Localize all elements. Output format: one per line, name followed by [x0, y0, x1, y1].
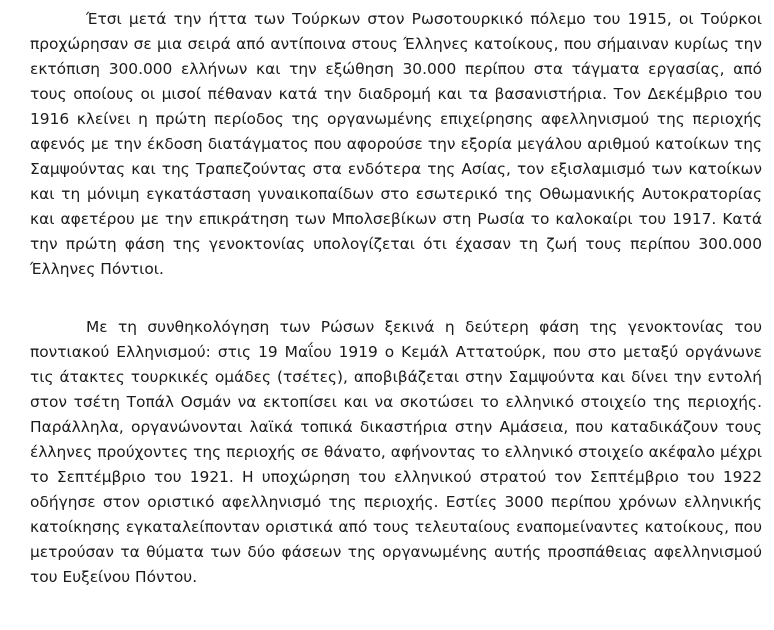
text-line: οδήγησε στον οριστικό αφελληνισμό της περιοχής. Εστίες 3000 περίπου χρόνων ελληνικής: [30, 493, 762, 511]
text-line: τους οποίους οι μισοί πέθαναν κατά την διαδρομή και τα βασανιστήρια. Τον Δεκέμβριο του: [30, 85, 762, 103]
text-line: εκτόπιση 300.000 ελλήνων και την εξώθηση 30.000 περίπου στα τάγματα εργασίας, από: [30, 60, 762, 78]
text-line: Με τη συνθηκολόγηση των Ρώσων ξεκινά η δεύτερη φάση της γενοκτονίας του: [86, 318, 762, 336]
text-line: την πρώτη φάση της γενοκτονίας υπολογίζεται ότι έχασαν τη ζωή τους περίπου 300.000: [30, 235, 762, 253]
text-line: και αφετέρου με την επικράτηση των Μπολσεβίκων στη Ρωσία το καλοκαίρι του 1917. Κατά: [30, 210, 762, 228]
text-line: μετρούσαν τα θύματα των δύο φάσεων της οργανωμένης αυτής προσπάθειας αφελληνισμού: [30, 543, 762, 561]
text-line: 1916 κλείνει η πρώτη περίοδος της οργανωμένης επιχείρησης αφελληνισμού της περιοχής: [30, 110, 762, 128]
text-line: έλληνες προύχοντες της περιοχής σε θάνατο, αφήνοντας το ελληνικό στοιχείο ακέφαλο μέχρι: [30, 443, 762, 461]
text-line: το Σεπτέμβριο του 1921. Η υποχώρηση του ελληνικού στρατού τον Σεπτέμβριο του 1922: [30, 468, 762, 486]
text-line: και τη μόνιμη εγκατάσταση γυναικοπαίδων στο εσωτερικό της Οθωμανικής Αυτοκρατορίας: [30, 185, 762, 203]
text-line: στον τσέτη Τοπάλ Οσμάν να εκτοπίσει και να σκοτώσει το ελληνικό στοιχείο της περιοχής.: [30, 393, 762, 411]
text-line: τις άτακτες τουρκικές ομάδες (τσέτες), αποβιβάζεται στην Σαμψούντα και δίνει την εντολή: [30, 368, 762, 386]
text-line: ποντιακού Ελληνισμού: στις 19 Μαΐου 1919 ο Κεμάλ Αττατούρκ, που στο μεταξύ οργάνωνε: [30, 343, 762, 361]
text-line: αφενός με την έκδοση διατάγματος που αφορούσε την εξορία μεγάλου αριθμού κατοίκων της: [30, 135, 762, 153]
text-line: Παράλληλα, οργανώνονται λαϊκά τοπικά δικαστήρια στην Αμάσεια, που καταδικάζουν τους: [30, 418, 762, 436]
text-line: Έτσι μετά την ήττα των Τούρκων στον Ρωσοτουρκικό πόλεμο του 1915, οι Τούρκοι: [86, 10, 762, 28]
text-line: κατοίκησης εγκαταλείπονταν οριστικά από τους τελευταίους εναπομείναντες κατοίκους, που: [30, 518, 762, 536]
text-line: προχώρησαν σε μια σειρά από αντίποινα στους Έλληνες κατοίκους, που σήμαιναν κυρίως την: [30, 35, 762, 53]
text-line: Έλληνες Πόντιοι.: [30, 260, 164, 278]
text-line: του Ευξείνου Πόντου.: [30, 568, 198, 586]
text-line: Σαμψούντας και της Τραπεζούντας στα ενδότερα της Ασίας, τον εξισλαμισμό των κατοίκων: [30, 160, 762, 178]
